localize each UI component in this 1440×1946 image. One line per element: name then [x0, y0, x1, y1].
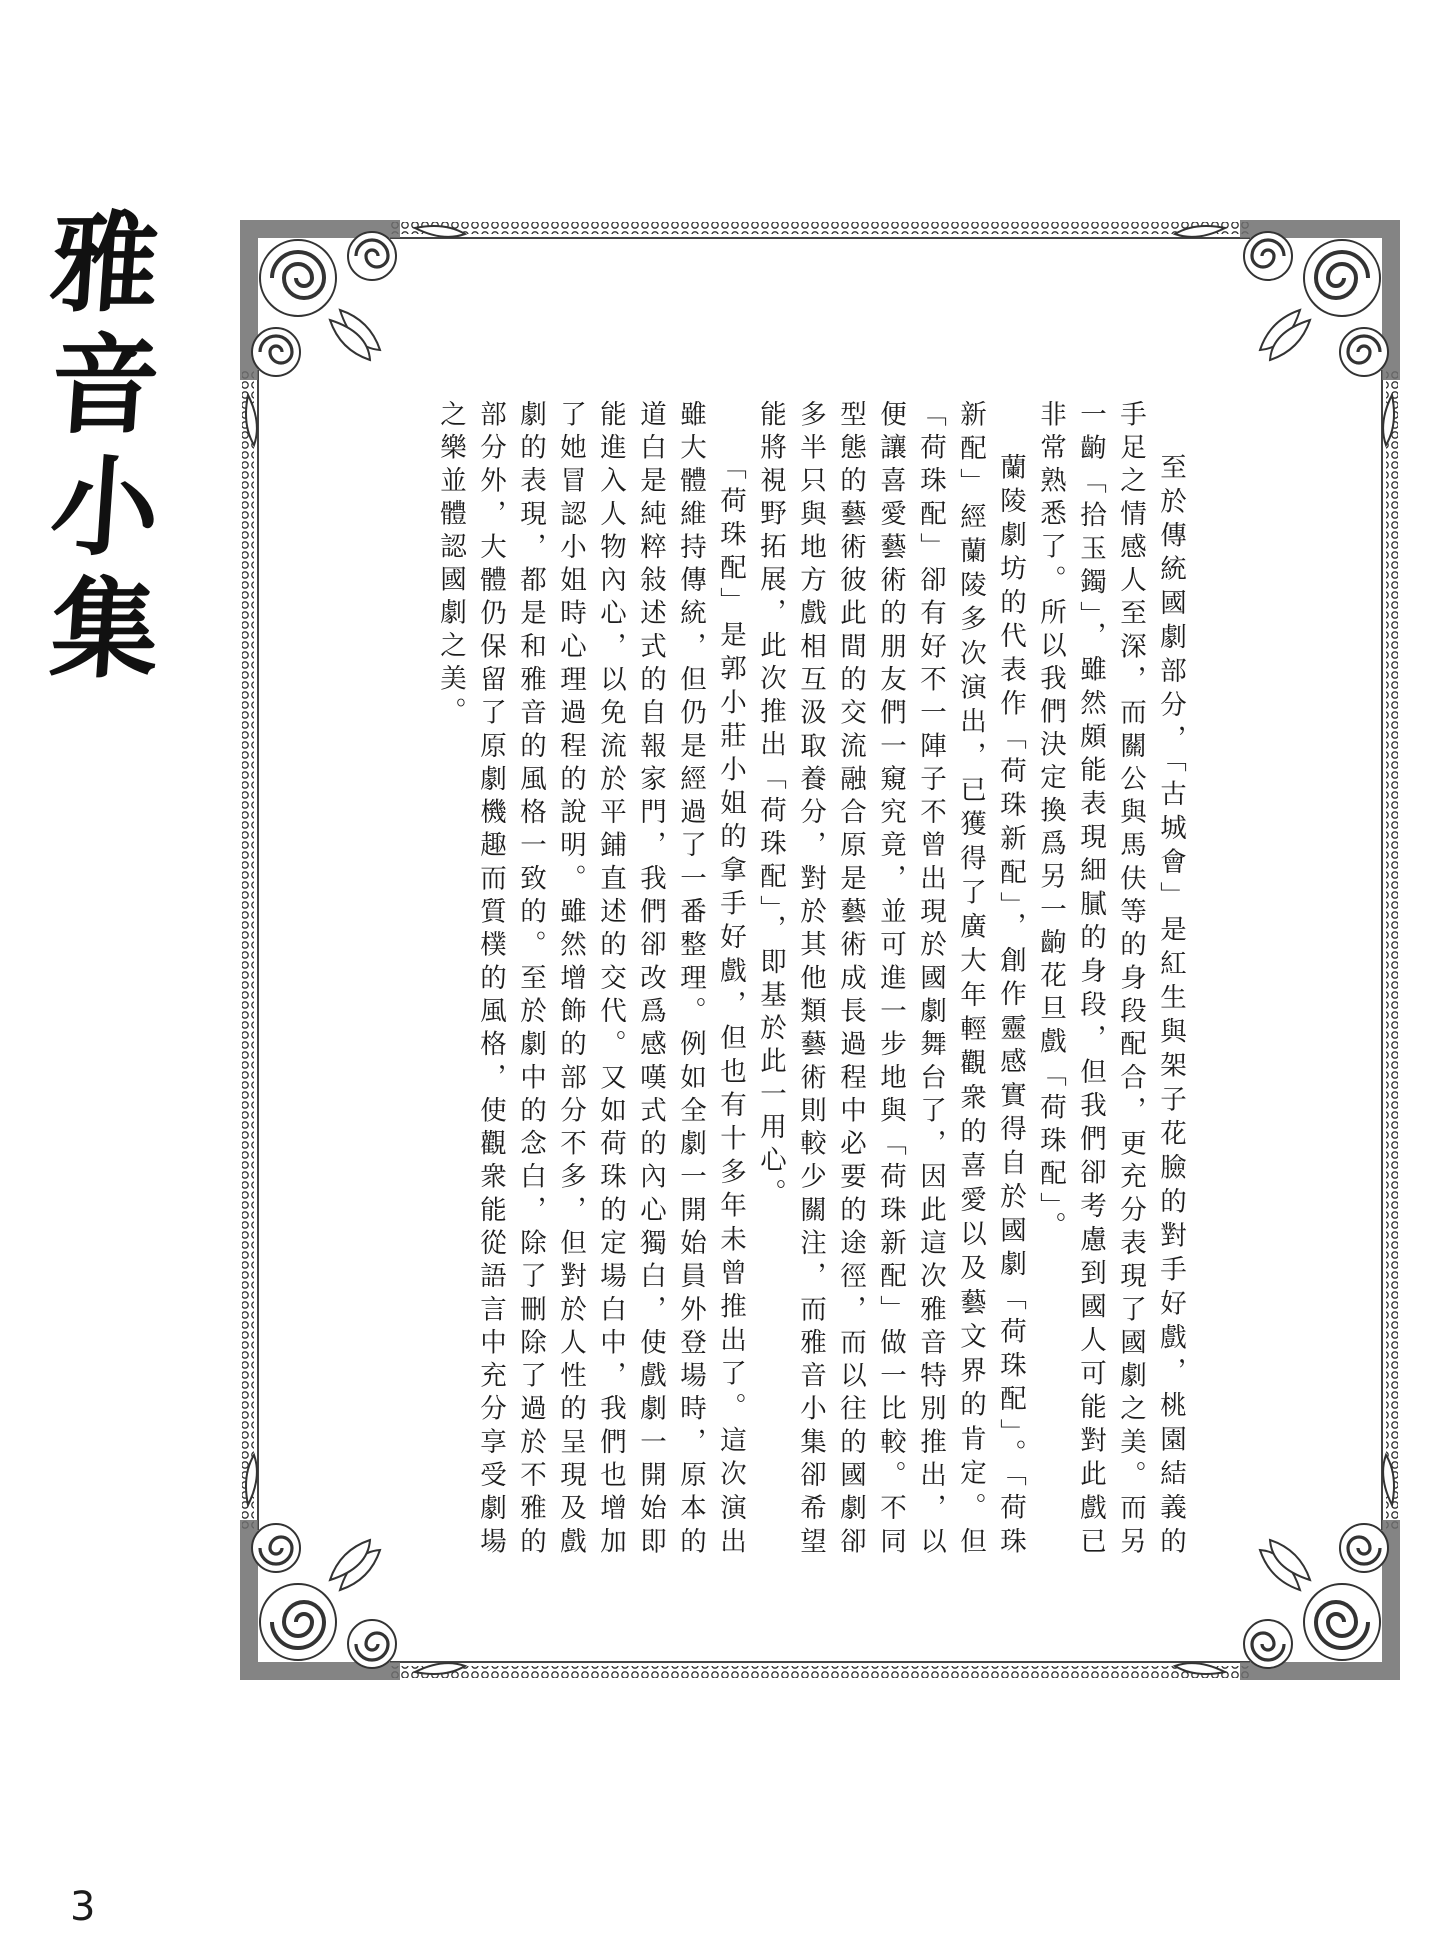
side-title-char: 雅 [46, 201, 164, 327]
side-title [40, 201, 170, 698]
paragraph: 蘭陵劇坊的代表作「荷珠新配」，創作靈感實得自於國劇「荷珠配」。「荷珠新配」經蘭陵多次演出，已獲得了廣大年輕觀衆的喜愛以及藝文界的肯定。但「荷珠配」卻有好不一陣子不曾出現於國劇舞台了，因此這次雅音特別推出，以便讓喜愛藝術的朋友們一窺究竟，並可進一步地與「荷珠新配」做一比較。不同型態的藝術彼此間的交流融合原是藝術成長過程中必要的途徑，而以往的國劇卻多半只與地方戲相互汲取養分，對於其他類藝術則較少關注，而雅音小集卻希望能將視野拓展，此次推出「荷珠配」，即基於此一用心。 [755, 400, 1026, 1560]
paragraph: 「荷珠配」是郭小莊小姐的拿手好戲，但也有十多年未曾推出了。這次演出雖大體維持傳統，但仍是經過了一番整理。例如全劇一開始員外登場時，原本的道白是純粹敍述式的自報家門，我們卻改爲感嘆式的內心獨白，使戲劇一開始即能進入人物內心，以免流於平鋪直述的交代。又如荷珠的定場白中，我們也增加了她冒認小姐時心理過程的說明。雖然增飾的部分不多，但對於人性的呈現及戲劇的表現，都是和雅音的風格一致的。至於劇中的念白，除了刪除了過於不雅的部分外，大體仍保留了原劇機趣而質樸的風格，使觀衆能從語言中充分享受劇場之樂並體認國劇之美。 [435, 400, 746, 1560]
article-body [435, 400, 1190, 1560]
side-title-char: 音 [46, 323, 164, 449]
side-title-char: 集 [46, 567, 164, 693]
side-title-char: 小 [46, 445, 164, 571]
page-number: 3 [70, 1884, 96, 1930]
paragraph: 至於傳統國劇部分，「古城會」是紅生與架子花臉的對手好戲，桃園結義的手足之情感人至深，而關公與馬伕等的身段配合，更充分表現了國劇之美。而另一齣「拾玉鐲」，雖然頗能表現細膩的身段，但我們卻考慮到國人可能對此戲已非常熟悉了。所以我們決定換爲另一齣花旦戲「荷珠配」。 [1035, 400, 1186, 1560]
